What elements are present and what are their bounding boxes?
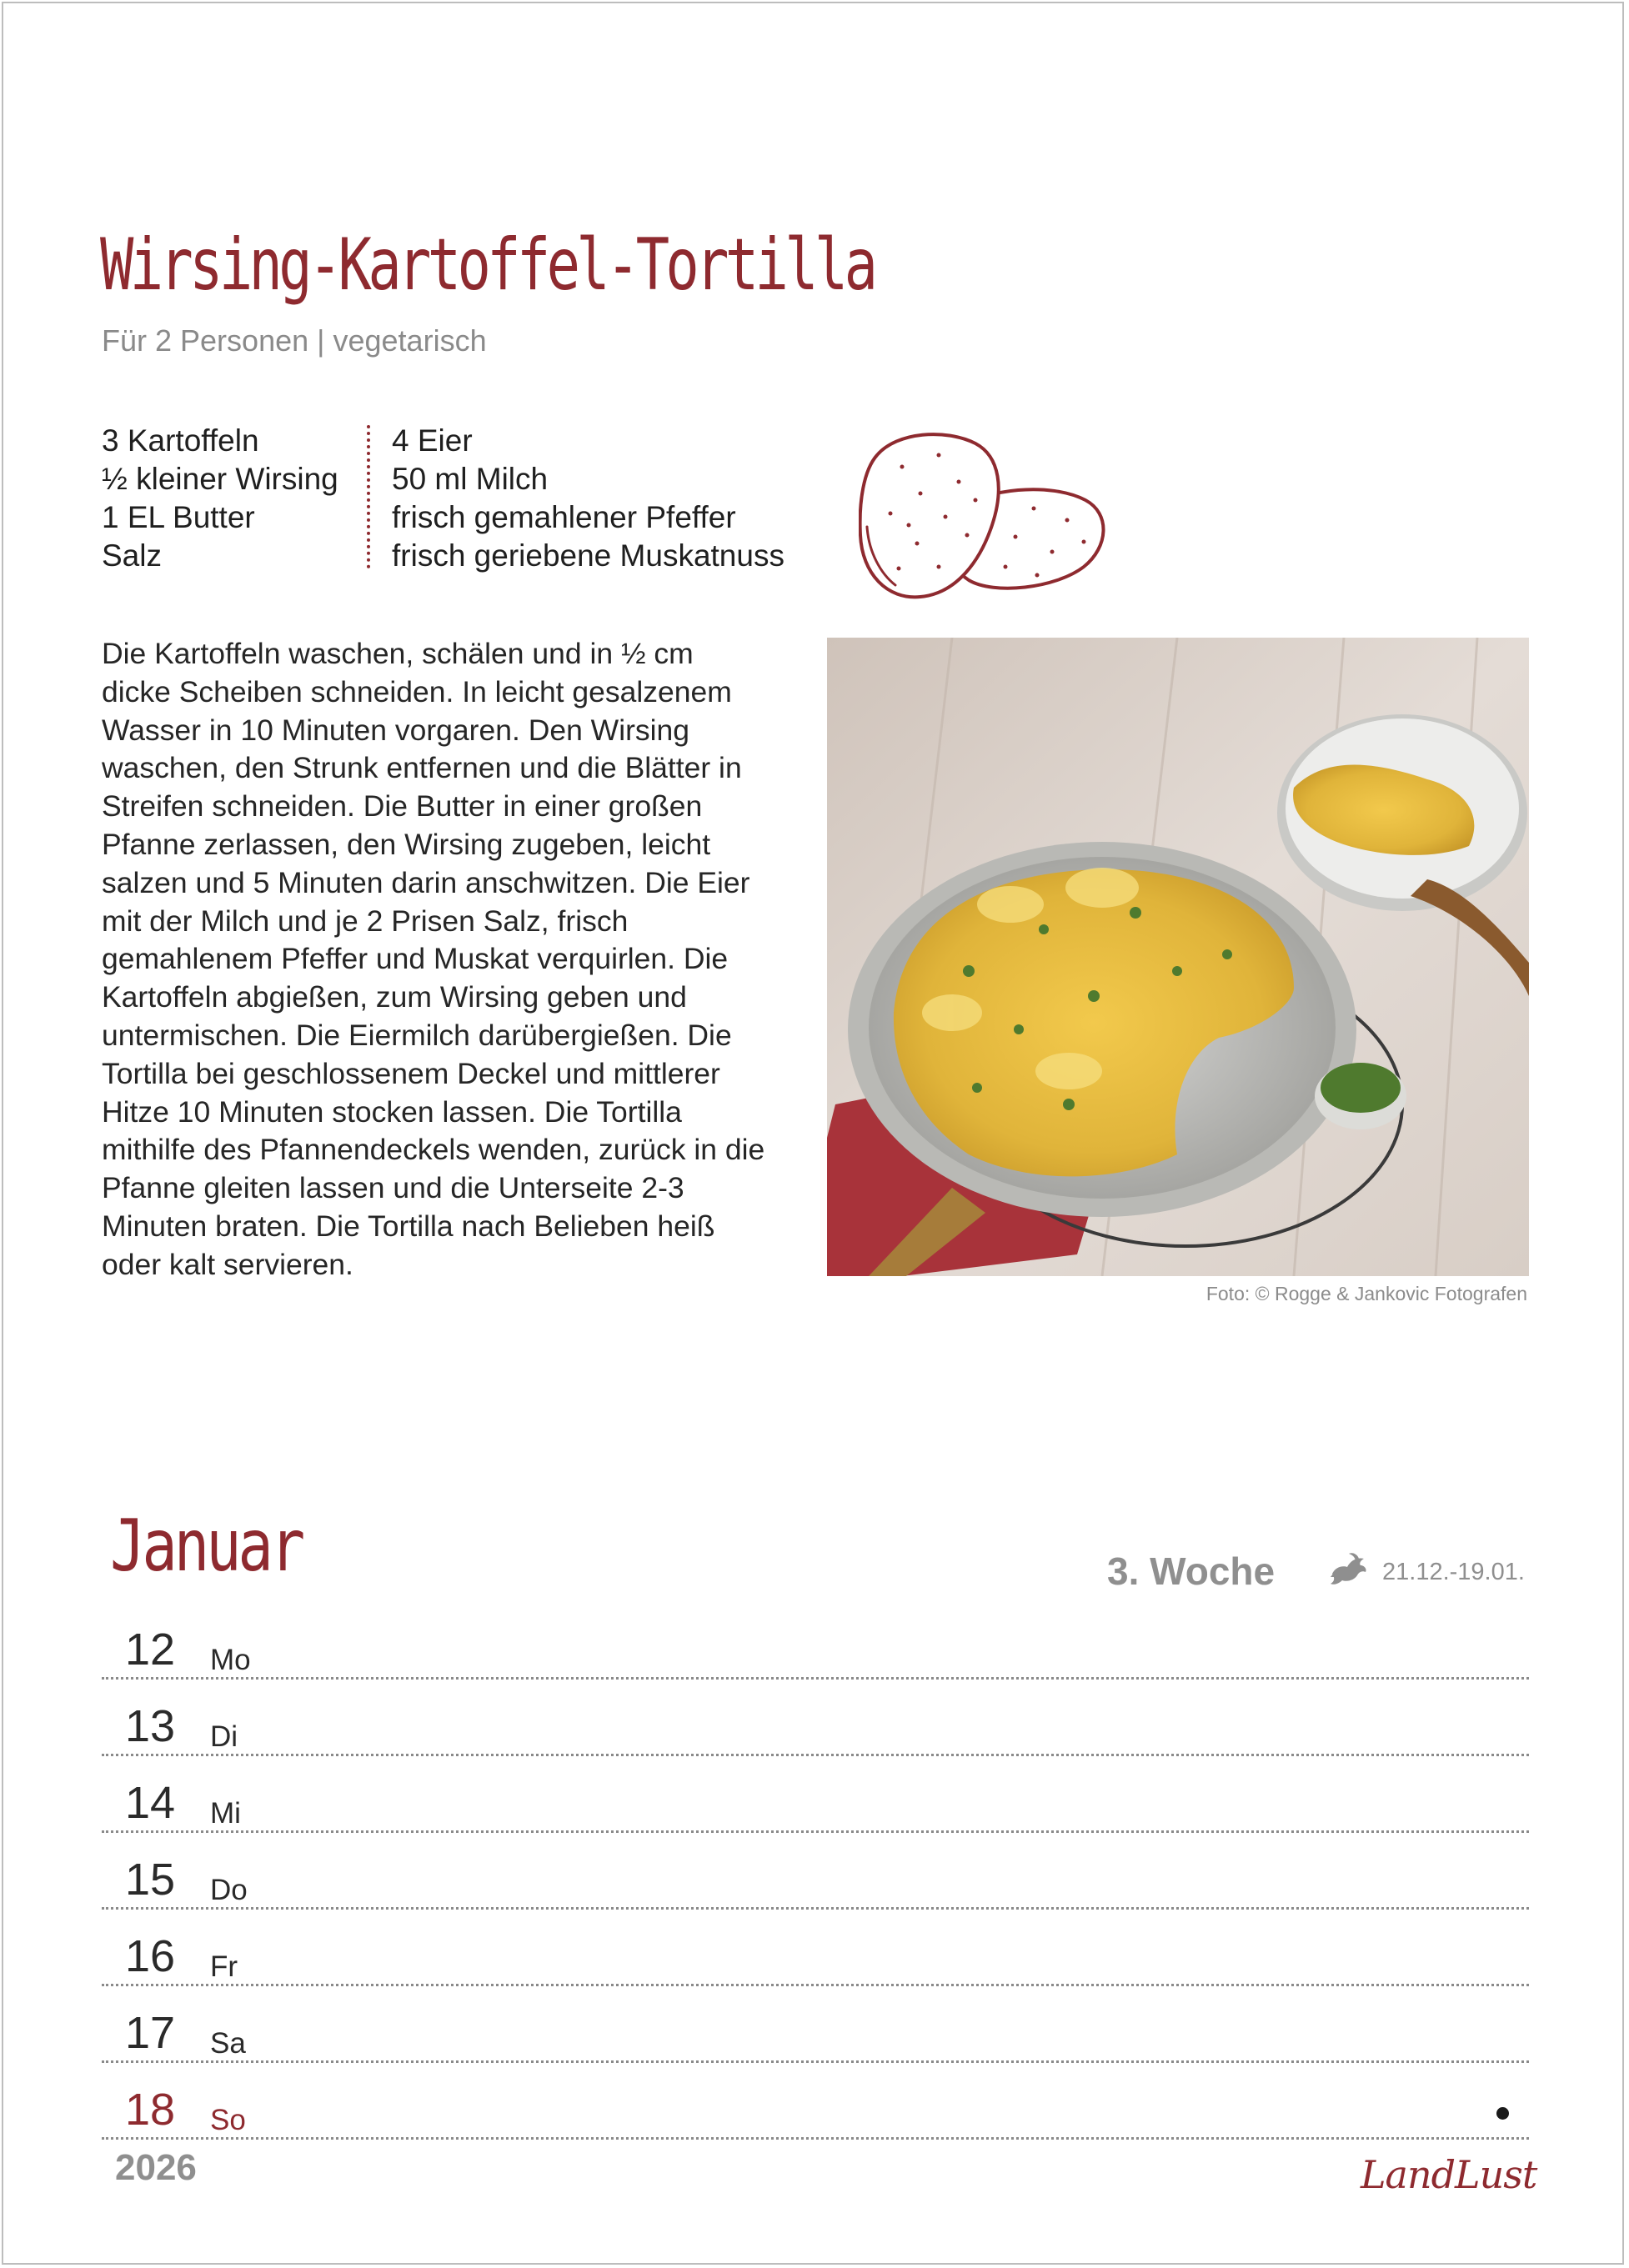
day-row-tuesday[interactable] (102, 1680, 1529, 1756)
ingredient-item: 3 Kartoffeln (102, 423, 259, 458)
recipe-title: Wirsing-Kartoffel-Tortilla (100, 223, 875, 307)
day-name: Mi (210, 1797, 241, 1830)
ingredients-divider (367, 425, 370, 568)
day-row-friday[interactable] (102, 1910, 1529, 1986)
ingredient-item: 4 Eier (392, 423, 473, 458)
day-name: Sa (210, 2027, 246, 2060)
ingredient-item: ½ kleiner Wirsing (102, 462, 338, 496)
day-name: Di (210, 1720, 238, 1753)
day-row-sunday[interactable] (102, 2064, 1529, 2140)
day-name: Mo (210, 1644, 251, 1676)
week-label: 3. Woche (1107, 1550, 1276, 1593)
day-number: 14 (125, 1778, 176, 1828)
day-number: 16 (125, 1931, 176, 1981)
day-number: 18 (125, 2085, 176, 2135)
ingredient-item: frisch gemahlener Pfeffer (392, 500, 736, 534)
day-name: So (210, 2104, 246, 2136)
ingredients-left (102, 422, 338, 575)
landlust-logo: LandLust (1361, 2152, 1537, 2197)
day-number: 15 (125, 1855, 176, 1905)
day-number: 12 (125, 1625, 176, 1675)
day-row-monday[interactable] (102, 1604, 1529, 1680)
ingredients-right (392, 422, 784, 575)
day-number: 13 (125, 1701, 176, 1751)
day-row-saturday[interactable] (102, 1987, 1529, 2063)
capricorn-icon (1329, 1552, 1369, 1587)
month-name: Januar (110, 1504, 303, 1588)
photo-credit: Foto: © Rogge & Jankovic Fotografen (1205, 1283, 1527, 1304)
potato-icon (859, 427, 1117, 602)
recipe-subtitle: Für 2 Personen | vegetarisch (102, 323, 487, 358)
zodiac-range: 21.12.-19.01. (1382, 1559, 1525, 1585)
recipe-instructions: Die Kartoffeln waschen, schälen und in ½ cm dicke Scheiben schneiden. In leicht gesalzenem Wasser in 10 Minuten vorgaren. Den Wirsing waschen, den Strunk entfernen und die Blätter in Streifen schneiden. Die Butter in einer großen Pfanne zerlassen, den Wirsing zugeben, leicht salzen und 5 Minuten darin anschwitzen. Die Eier mit der Milch und je 2 Prisen Salz, frisch gemahlenem Pfeffer und Muskat verquirlen. Die Kartoffeln abgießen, zum Wirsing geben und untermischen. Die Eiermilch darübergießen. Die Tortilla bei geschlossenem Deckel und mittlerer Hitze 10 Minuten stocken lassen. Die Tortilla mithilfe des Pfannendeckels wenden, zurück in die Pfanne gleiten lassen und die Unterseite 2-3 Minuten braten. Die Tortilla nach Belieben heiß oder kalt servieren. (102, 637, 765, 1281)
ingredient-item: Salz (102, 538, 162, 573)
day-row-thursday[interactable] (102, 1834, 1529, 1910)
day-number: 17 (125, 2008, 176, 2058)
ingredient-item: 50 ml Milch (392, 462, 549, 496)
day-name: Fr (210, 1950, 238, 1983)
ingredient-item: 1 EL Butter (102, 500, 255, 534)
day-row-wednesday[interactable] (102, 1757, 1529, 1833)
moon-phase-icon (1496, 2107, 1509, 2120)
ingredient-item: frisch geriebene Muskatnuss (392, 538, 784, 573)
tortilla-pan-photo (827, 638, 1529, 1276)
calendar-year: 2026 (115, 2147, 197, 2188)
day-name: Do (210, 1874, 248, 1906)
